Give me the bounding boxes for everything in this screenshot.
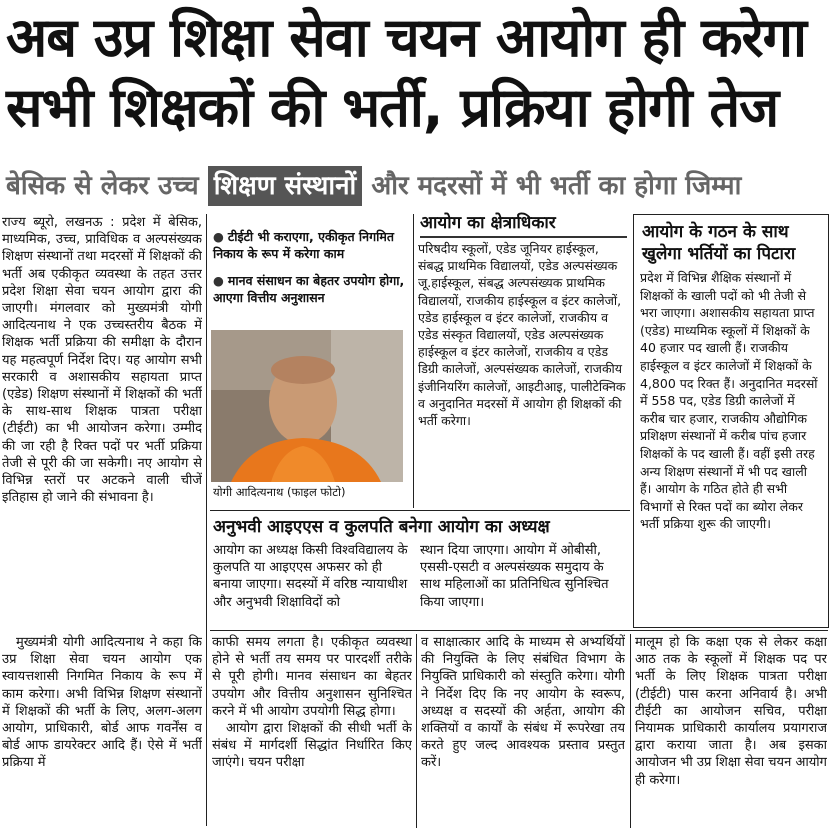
chairman-right (420, 542, 628, 626)
article-column-2 (212, 634, 412, 828)
subheadline-highlight: शिक्षण संस्थानों (208, 166, 363, 206)
jurisdiction-title: आयोग का क्षेत्राधिकार (420, 213, 556, 233)
column-divider (206, 214, 207, 826)
column-divider (413, 214, 414, 508)
article-paragraph-3: काफी समय लगता है। एकीकृत व्यवस्था होने से भर्ती तय समय पर पारदर्शी तरीके से पूरी होगी। मानव संसाधन का बेहतर उपयोग और वित्तीय अनुशासन सुनिश्चित करने में भी आयोग उपयोगी सिद्ध होगा। (212, 635, 412, 719)
column-divider (416, 634, 417, 828)
subheadline (6, 166, 741, 206)
sidebar-body (634, 269, 828, 625)
article-paragraph-5: व साक्षात्कार आदि के माध्यम से अभ्यर्थियों की नियुक्ति के लिए संबंधित विभाग के नियुक्ति प्राधिकारी को संस्तुति करेगा। योगी ने निर्देश दिए कि नए आयोग के स्वरूप, अध्यक्ष व सदस्यों की अर्हता, आयोग की शक्तियों व कार्यों के संबंध में रूपरेखा तय करते हुए जल्द आवश्यक प्रस्ताव प्रस्तुत करें। (421, 635, 625, 771)
chairman-left (213, 542, 410, 626)
article-column-3 (421, 634, 625, 828)
article-column-1 (2, 214, 202, 628)
jurisdiction-body (418, 240, 628, 506)
sidebar-text: प्रदेश में विभिन्न शैक्षिक संस्थानों में शिक्षकों के खाली पदों को भी तेजी से भरा जाएगा। अशासकीय सहायता प्राप्त (एडेड) माध्यमिक स्कूलों में शिक्षकों के 40 हजार पद खाली हैं। राजकीय हाईस्कूल व इंटर कालेजों में शिक्षकों के 4,800 पद रिक्त हैं। अनुदानित मदरसों में 558 पद, एडेड डिग्री कालेजों में करीब चार हजार, राजकीय औद्योगिक प्रशिक्षण संस्थानों में करीब पांच हजार शिक्षकों के पद खाली हैं। वहीं इसी तरह अन्य शिक्षण संस्थानों में भी पद खाली हैं। आयोग के गठित होते ही सभी विभागों से रिक्त पदों का ब्योरा लेकर भर्ती प्रक्रिया शुरू की जाएगी। (640, 270, 818, 532)
article-column-1-continued (2, 634, 202, 826)
section-divider (210, 510, 630, 511)
column-divider (630, 634, 631, 828)
bullet-icon: ● (213, 273, 224, 288)
portrait-image (211, 330, 403, 482)
chairman-left-text: आयोग का अध्यक्ष किसी विश्वविद्यालय के कुलपति या आइएएस अफसर को ही बनाया जाएगा। सदस्यों में वरिष्ठ न्यायाधीश और अनुभवी शिक्षाविदों को (213, 543, 408, 610)
headline-line-1: अब उप्र शिक्षा सेवा चयन आयोग ही करेगा (6, 6, 807, 69)
article-column-4 (635, 634, 827, 828)
subheadline-before: बेसिक से लेकर उच्च (6, 171, 208, 201)
jurisdiction-text: परिषदीय स्कूलों, एडेड जूनियर हाईस्कूल, संबद्ध प्राथमिक विद्यालयों, एडेड अल्पसंख्यक जू.हाईस्कूल, संबद्ध अल्पसंख्यक प्राथमिक विद्यालयों, राजकीय हाईस्कूल व इंटर कालेजों, एडेड हाईस्कूल व इंटर कालेजों, राजकीय व एडेड संस्कृत विद्यालयों, एडेड अल्पसंख्यक हाईस्कूल व इंटर कालेजों, राजकीय व एडेड डिग्री कालेजों, अल्पसंख्यक कालेजों, राजकीय इंजीनियरिंग कालेजों, आइटीआइ, पालीटेक्निक व अनुदानित मदरसों में आयोग ही शिक्षकों की भर्ती करेगा। (418, 241, 626, 429)
article-paragraph-6: मालूम हो कि कक्षा एक से लेकर कक्षा आठ तक के स्कूलों में शिक्षक पद पर भर्ती के लिए शिक्षक पात्रता परीक्षा (टीईटी) पास करना अनिवार्य है। अभी टीईटी का आयोजन सचिव, परीक्षा नियामक प्राधिकारी कार्यालय प्रयागराज द्वारा कराया जाता है। अब इसका आयोजन भी उप्र शिक्षा सेवा चयन आयोग ही करेगा। (635, 635, 827, 788)
chairman-right-text: स्थान दिया जाएगा। आयोग में ओबीसी, एससी-एसटी व अल्पसंख्यक समुदाय के साथ महिलाओं का प्रतिनिधित्व सुनिश्चित किया जाएगा। (420, 543, 609, 610)
subheadline-after: और मदरसों में भी भर्ती का होगा जिम्मा (362, 171, 742, 201)
title-underline (420, 236, 627, 238)
headline-line-2: सभी शिक्षकों की भर्ती, प्रक्रिया होगी तेज (6, 76, 779, 139)
photo-caption: योगी आदित्यनाथ (फाइल फोटो) (213, 485, 346, 499)
chairman-title: अनुभवी आइएएस व कुलपति बनेगा आयोग का अध्यक्ष (213, 517, 550, 537)
sidebar-box (633, 214, 829, 628)
bullet-item (213, 272, 405, 306)
bullet-text: मानव संसाधन का बेहतर उपयोग होगा, आएगा वित्तीय अनुशासन (213, 273, 405, 305)
article-paragraph-1: राज्य ब्यूरो, लखनऊ : प्रदेश में बेसिक, माध्यमिक, उच्च, प्राविधिक व अल्पसंख्यक शिक्षण संस्थानों तथा मदरसों में शिक्षकों की भर्ती अब एकीकृत व्यवस्था के तहत उत्तर प्रदेश शिक्षा सेवा चयन आयोग द्वारा की जाएगी। मंगलवार को मुख्यमंत्री योगी आदित्यनाथ ने एक उच्चस्तरीय बैठक में शिक्षक भर्ती प्रक्रिया की समीक्षा के दौरान यह महत्वपूर्ण निर्देश दिए। यह आयोग सभी सरकारी व अशासकीय सहायता प्राप्त (एडेड) शिक्षण संस्थानों में शिक्षकों की भर्ती के साथ-साथ शिक्षक पात्रता परीक्षा (टीईटी) का भी आयोजन करेगा। उम्मीद की जा रही है रिक्त पदों पर भर्ती प्रक्रिया तेजी से पूरी की जा सकेगी। नए आयोग से विभिन्न स्तरों पर अटकने वाली चीजें इतिहास हो जाने की संभावना है। (2, 215, 202, 506)
bullet-text: टीईटी भी कराएगा, एकीकृत निगमित निकाय के रूप में करेगा काम (213, 229, 394, 261)
article-paragraph-4: आयोग द्वारा शिक्षकों की सीधी भर्ती के संबंध में मार्गदर्शी सिद्धांत निर्धारित किए जाएंगे। चयन परीक्षा (212, 721, 412, 771)
bullet-icon: ● (213, 229, 224, 244)
section-divider (210, 630, 828, 631)
bullet-item (213, 228, 405, 262)
article-paragraph-2: मुख्यमंत्री योगी आदित्यनाथ ने कहा कि उप्र शिक्षा सेवा चयन आयोग एक स्वायत्तशासी निगमित निकाय के रूप में काम करेगा। अभी विभिन्न शिक्षण संस्थानों में शिक्षकों की भर्ती के लिए, अलग-अलग आयोग, प्राधिकारी, बोर्ड आफ गवर्नेंस व बोर्ड आफ डायरेक्टर आदि हैं। ऐसे में भर्ती प्रक्रिया में (2, 635, 202, 771)
photo-yogi-adityanath (211, 330, 403, 482)
sidebar-title: आयोग के गठन के साथ खुलेगा भर्तियों का पिटारा (642, 222, 796, 264)
